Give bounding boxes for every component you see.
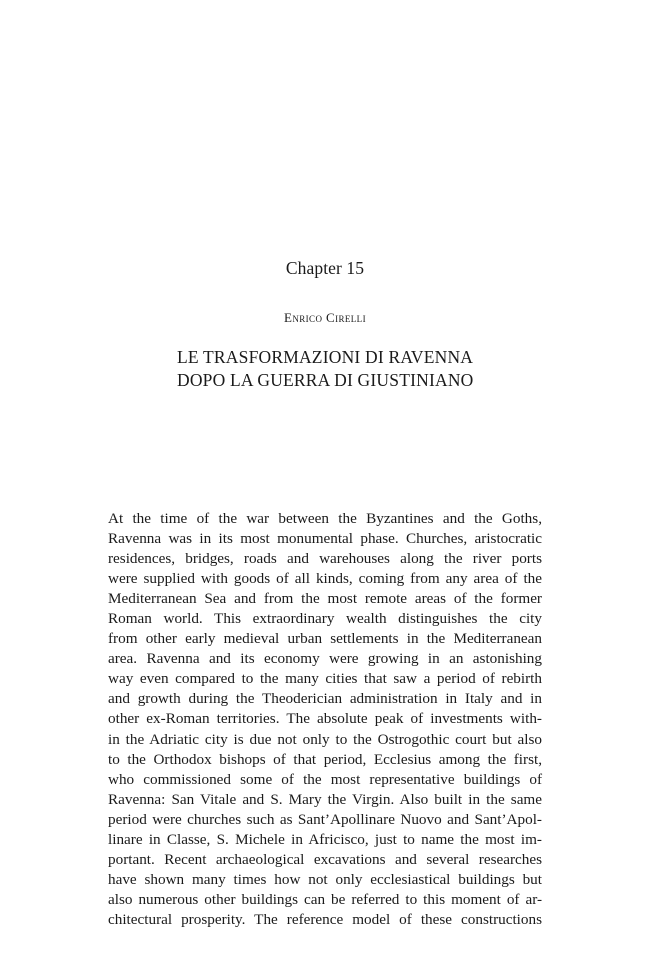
body-line: other ex-Roman territories. The absolute peak of investments with- (108, 710, 542, 728)
body-line: chitectural prosperity. The reference model of these constructions (108, 910, 542, 928)
body-line: residences, bridges, roads and warehouses along the river ports (108, 550, 542, 568)
chapter-title-line: LE TRASFORMAZIONI DI RAVENNA (177, 347, 474, 367)
body-line: linare in Classe, S. Michele in Africisco, just to name the most im- (108, 830, 542, 848)
body-line: have shown many times how not only ecclesiastical buildings but (108, 870, 542, 888)
body-line: who commissioned some of the most representative buildings of (108, 770, 542, 788)
body-line: portant. Recent archaeological excavations and several researches (108, 850, 542, 868)
body-line: At the time of the war between the Byzantines and the Goths, (108, 510, 542, 527)
body-paragraph (108, 509, 542, 930)
body-line: area. Ravenna and its economy were growing in an astonishing (108, 650, 542, 668)
body-line: Mediterranean Sea and from the most remote areas of the former (108, 590, 542, 608)
body-line: period were churches such as Sant’Apollinare Nuovo and Sant’Apol- (108, 810, 542, 828)
body-line: from other early medieval urban settlements in the Mediterranean (108, 630, 542, 648)
chapter-title (177, 346, 597, 392)
chapter-author: Enrico Cirelli (284, 310, 366, 325)
body-line: Roman world. This extraordinary wealth distinguishes the city (108, 610, 542, 628)
body-line: were supplied with goods of all kinds, coming from any area of the (108, 570, 542, 588)
body-line: in the Adriatic city is due not only to the Ostrogothic court but also (108, 730, 542, 748)
body-line: and growth during the Theoderician administration in Italy and in (108, 690, 542, 708)
body-line: Ravenna was in its most monumental phase. Churches, aristocratic (108, 530, 542, 548)
chapter-number: Chapter 15 (285, 258, 365, 278)
body-line: to the Orthodox bishops of that period, Ecclesius among the first, (108, 750, 542, 768)
body-line: also numerous other buildings can be referred to this moment of ar- (108, 890, 542, 908)
chapter-title-line: DOPO LA GUERRA DI GIUSTINIANO (177, 370, 474, 390)
body-line: way even compared to the many cities that saw a period of rebirth (108, 670, 542, 688)
body-line: Ravenna: San Vitale and S. Mary the Virgin. Also built in the same (108, 790, 542, 808)
